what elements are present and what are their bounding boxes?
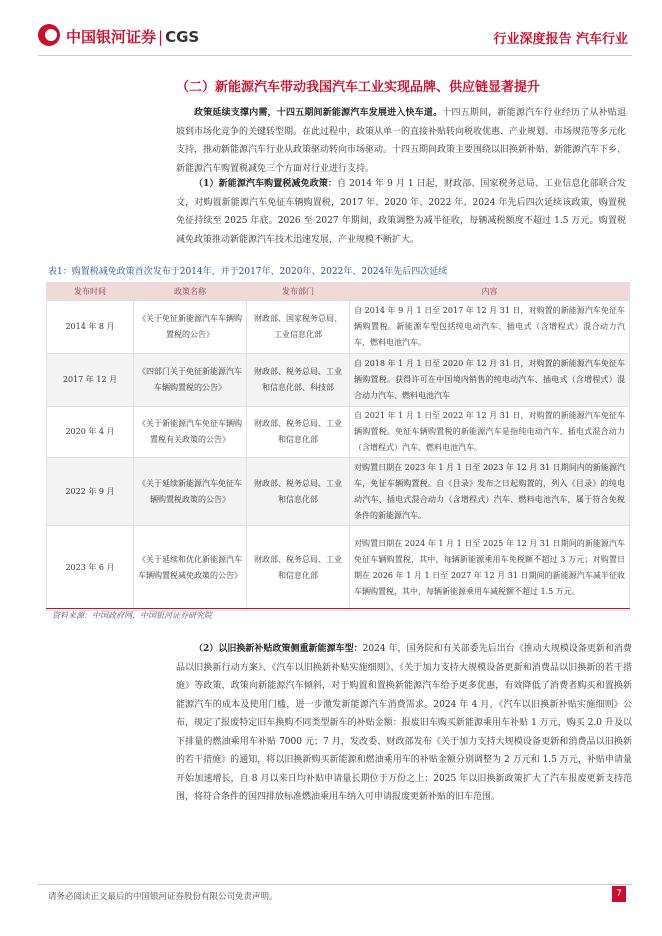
header-divider: [38, 55, 632, 56]
paragraph-policy-overview: [176, 104, 626, 178]
cell-content: 自 2014 年 9 月 1 日至 2017 年 12 月 31 日，对购置的新能源汽车免征车辆购置税。新能源车型包括纯电动汽车、插电式（含增程式）混合动力汽车、燃料电池汽车。: [350, 301, 630, 354]
paragraph-body: 十四五期间，新能源汽车行业经历了从补贴退坡到市场化竞争的关键转型期。在此过程中，政策从单一的直接补贴转向税收优惠、产业规划、市场规范等多元化支持，推动新能源汽车行业从政策驱动转向市场驱动。十四五期间政策主要围绕以旧换新补贴、新能源汽车下乡、新能源汽车购置税减免三个方面对行业进行支持。: [176, 108, 627, 174]
cell-policy-name: 《四部门关于免征新能源汽车车辆购置税的公告》: [134, 354, 247, 407]
paragraph-purchase-tax: [176, 175, 626, 249]
table-caption: 表1：购置税减免政策首次发布于2014年，并于2017年、2020年、2022年、2024年先后四次延续: [48, 267, 448, 277]
cell-department: 财政部、税务总局、工业和信息化部、科技部: [247, 354, 350, 407]
table-header-row: [47, 283, 630, 301]
cell-content: 自 2018 年 1 月 1 日至 2020 年 12 月 31 日，对购置的新能源汽车免征车辆购置税。获得许可在中国境内销售的纯电动汽车、插电式（含增程式）混合动力汽车、燃料电池汽车: [350, 354, 630, 407]
logo-en: CGS: [165, 28, 200, 46]
cell-department: 财政部、税务总局、工业和信息化部: [247, 407, 350, 458]
paragraph-lead: （2）以旧换新补贴政策侧重新能源车型：: [194, 644, 363, 654]
cell-policy-name: 《关于延续新能源汽车免征车辆购置税政策的公告》: [134, 458, 247, 526]
section-title: （二）新能源汽车带动我国汽车工业实现品牌、供应链显著提升: [176, 80, 541, 95]
header-department: 发布部门: [247, 283, 350, 301]
cell-department: 财政部、国家税务总局、工业信息化部: [247, 301, 350, 354]
cell-date: 2023 年 6 月: [47, 526, 134, 611]
cell-department: 财政部、税务总局、工业和信息化部: [247, 526, 350, 611]
cell-content: 对购置日期在 2023 年 1 月 1 日至 2023 年 12 月 31 日期间内的新能源汽车，免征车辆购置税。自《目录》发布之日起购置的，列入《目录》的纯电动汽车、插电式混合动力（含增程式）汽车、燃料电池汽车，属于符合免税条件的新能源汽车。: [350, 458, 630, 526]
policy-table: [46, 282, 630, 611]
cell-content: 自 2021 年 1 月 1 日至 2022 年 12 月 31 日，对购置的新能源汽车免征车辆购置税。免征车辆购置税的新能源汽车是指纯电动汽车、插电式混合动力（含增程式）汽车、燃料电池汽车。: [350, 407, 630, 458]
header-content: 内容: [350, 283, 630, 301]
table-bottom-rule: [46, 608, 630, 609]
company-logo: [66, 26, 199, 47]
cell-department: 财政部、税务总局、工业和信息化部: [247, 458, 350, 526]
paragraph-trade-in: [176, 640, 632, 807]
paragraph-lead: 政策延续支撑内需，十四五期间新能源汽车发展进入快车道。: [194, 108, 443, 118]
header-policy-name: 政策名称: [134, 283, 247, 301]
cgs-logo-icon: [38, 24, 60, 46]
cell-date: 2017 年 12 月: [47, 354, 134, 407]
table-row: [47, 458, 630, 526]
report-type: 行业深度报告 汽车行业: [493, 32, 628, 47]
cell-policy-name: 《关于新能源汽车免征车辆购置税有关政策的公告》: [134, 407, 247, 458]
cell-date: 2020 年 4 月: [47, 407, 134, 458]
paragraph-body: 自 2014 年 9 月 1 日起，财政部、国家税务总局、工业信息化部联合发文，对购置新能源汽车免征车辆购置税，2017 年、2020 年、2022 年、2024 年先后四次延续该政策，购置税免征持续至 2025 年底。2026 至 2027 年期间，政策调整为减半征收，每辆减税额度不超过 1.5 万元。购置税减免政策推动新能源汽车技术迅速发展，产业规模不断扩大。: [176, 179, 627, 245]
cell-date: 2022 年 9 月: [47, 458, 134, 526]
cell-content: 对购置日期在 2024 年 1 月 1 日至 2025 年 12 月 31 日期间的新能源汽车免征车辆购置税，其中，每辆新能源乘用车免税额不超过 3 万元；对购置日期在 2026 年 1 月 1 日至 2027 年 12 月 31 日期间的新能源汽车减半征收车辆购置税，其中，每辆新能源乘用车减税额不超过 1.5 万元。: [350, 526, 630, 611]
table-row: [47, 407, 630, 458]
logo-cn: 中国银河证券: [66, 28, 157, 46]
page-number: 7: [612, 886, 626, 902]
table-source: 资料来源：中国政府网，中国银河证券研究院: [52, 611, 212, 620]
logo-separator: |: [158, 28, 164, 46]
table-row: [47, 354, 630, 407]
paragraph-body: 2024 年，国务院和有关部委先后出台《推动大规模设备更新和消费品以旧换新行动方案》、《汽车以旧换新补贴实施细则》、《关于加力支持大规模设备更新和消费品以旧换新的若干措施》等政策，政策向新能源汽车倾斜，对于购置和置换新能源汽车给予更多优惠，有效降低了消费者购买和置换新能源汽车的成本及使用门槛，进一步激发新能源汽车消费需求。2024 年 4 月，《汽车以旧换新补贴实施细则》公布，规定了报废特定旧车换购不同类型新车的补贴金额：报废旧车购买新能源乘用车补贴 1 万元，购买 2.0 升及以下排量的燃油乘用车补贴 7000 元；7 月，发改委、财政部发布《关于加力支持大规模设备更新和消费品以旧换新的若干措施》的通知，将以旧换新购买新能源和燃油乘用车的补贴金额分别调整为 2 万元和 1.5 万元，补贴申请量开始加速增长，自 8 月以来日均补贴申请量长期位于万份之上；2025 年以旧换新政策扩大了汽车报废更新支持范围，将符合条件的国四排放标准燃油乘用车纳入可申请报废更新补贴的旧车范围。: [176, 644, 632, 802]
header-date: 发布时间: [47, 283, 134, 301]
cell-policy-name: 《关于免征新能源汽车车辆购置税的公告》: [134, 301, 247, 354]
cell-date: 2014 年 8 月: [47, 301, 134, 354]
footer-divider: [38, 884, 632, 885]
cell-policy-name: 《关于延续和优化新能源汽车车辆购置税减免政策的公告》: [134, 526, 247, 611]
paragraph-lead: （1）新能源汽车购置税减免政策：: [194, 179, 338, 189]
table-row: [47, 301, 630, 354]
table-row: [47, 526, 630, 611]
footer-disclaimer: 请务必阅读正文最后的中国银河证券股份有限公司免责声明。: [48, 892, 278, 902]
